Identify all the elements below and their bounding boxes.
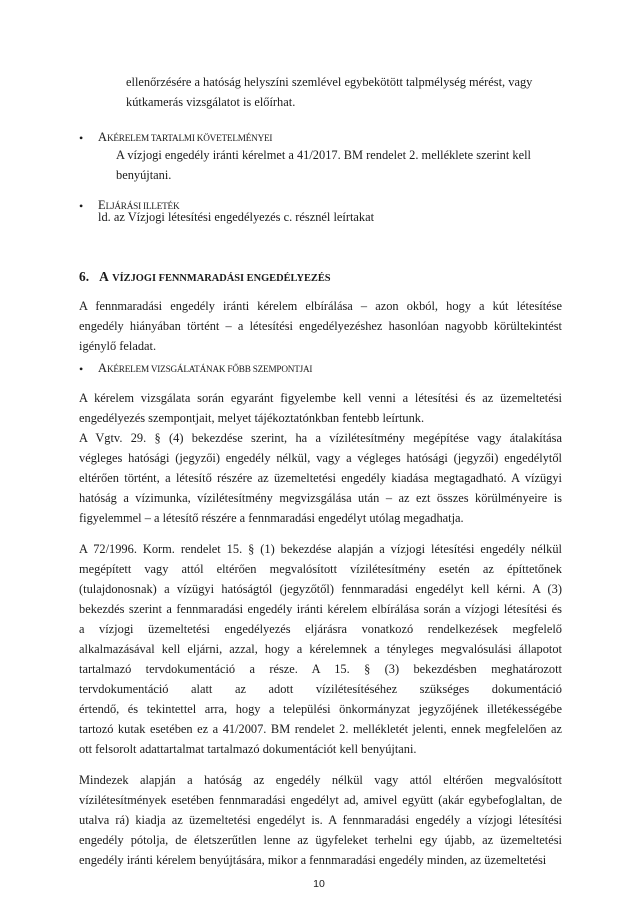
korm-line-2: megépített vagy attól eltérően megvalósított vízilétesítmény esetén az építtetőnek bbox=[79, 562, 562, 576]
vizsgalat-line-7: figyelemmel – a létesítő részére a fennmaradási engedélyt utólag megadhatja. bbox=[79, 511, 464, 525]
eljarasi-illetek-line-1: ld. az Vízjogi létesítési engedélyezés c. résznél leírtakat bbox=[98, 210, 375, 224]
chapter-heading-rest: VÍZJOGI FENNMARADÁSI ENGEDÉLYEZÉS bbox=[112, 273, 331, 284]
section-heading-initial: A bbox=[98, 361, 107, 375]
mindezek-line-3: utalva rá) kiadja az üzemeltetési engedélyt is. A fennmaradási engedély a vízjogi létesítési bbox=[79, 813, 562, 827]
intro-line-2: engedély hiányában történt – a létesítési engedélyezéshez hasonlóan nagyobb körültekintést bbox=[79, 319, 562, 333]
vizsgalat-line-6: hatóság a vízimunka, vízilétesítmény megvizsgálása után – az ezt összes körülményeire is bbox=[79, 491, 562, 505]
section-heading-kerelem-tartalmi bbox=[98, 130, 272, 145]
top-block-line-2: kútkamerás vizsgálatot is előírhat. bbox=[126, 95, 296, 109]
mindezek-line-2: vízilétesítmények esetében fennmaradási engedélyt ad, amivel együtt (akár egybefoglaltan, de bbox=[79, 793, 562, 807]
mindezek-line-5: engedély iránti kérelem benyújtására, mikor a fennmaradási engedély minden, az üzemeltetési bbox=[79, 853, 547, 867]
mindezek-line-1: Mindezek alapján a hatóság az engedély nélkül vagy attól eltérően megvalósított bbox=[79, 773, 562, 787]
vizsgalat-line-4: végleges hatósági (jegyzői) engedély nélkül, vagy a végleges hatósági (jegyzői) engedélytől bbox=[79, 451, 562, 465]
page-number: 10 bbox=[313, 878, 325, 890]
section-heading-rest: KÉRELEM VIZSGÁLATÁNAK FŐBB SZEMPONTJAI bbox=[106, 364, 313, 374]
vizsgalat-line-1: A kérelem vizsgálata során egyaránt figyelembe kell venni a létesítési és az üzemeltetési bbox=[79, 391, 562, 405]
korm-line-11: ott felsorolt adattartalmat tartalmazó dokumentációt kell benyújtani. bbox=[79, 742, 417, 756]
mindezek-line-4: engedély pótolja, de életszerűtlen lenne az ügyfeleket terhelni egy újabb, az üzemeltetési bbox=[79, 833, 562, 847]
vizsgalat-line-5: eltérően történt, a létesítő részére az üzemeltetési engedély kiadása megtagadható. A vízügyi bbox=[79, 471, 562, 485]
vizsgalat-line-2: engedélyezés szempontjait, melyet tájékoztatónkban fentebb leírtunk. bbox=[79, 411, 425, 425]
korm-line-1: A 72/1996. Korm. rendelet 15. § (1) bekezdése alapján a vízjogi létesítési engedély nélkül bbox=[79, 542, 562, 556]
intro-line-3: igénylő feladat. bbox=[79, 339, 157, 353]
bullet-icon: • bbox=[79, 199, 84, 213]
bullet-icon: • bbox=[79, 362, 84, 376]
korm-line-9: értendő, és tekintettel arra, hogy a települési önkormányzat jegyzőjének illetékességébe bbox=[79, 702, 562, 716]
chapter-number: 6. bbox=[79, 269, 90, 284]
intro-line-1: A fennmaradási engedély iránti kérelem elbírálása – azon okból, hogy a kút létesítése bbox=[79, 299, 562, 313]
section-heading-initial: A bbox=[98, 130, 107, 144]
korm-line-8: tervdokumentáció alatt az adott vízilétesítéséhez szükséges dokumentáció bbox=[79, 682, 562, 696]
korm-line-10: tartozó kutak esetében ez a 41/2007. BM rendelet 2. mellékletét jelenti, ennek megfelelően az bbox=[79, 722, 562, 736]
section-heading-vizsgalat bbox=[98, 361, 312, 376]
bullet-icon: • bbox=[79, 131, 84, 145]
korm-line-4: bekezdés szerint a fennmaradási engedély iránti kérelem elbírálása során a vízjogi létesítési és bbox=[79, 602, 562, 616]
korm-line-6: alkalmazásával kell eljárni, azzal, hogy a kérelemnek a tényleges megvalósulási állapotot bbox=[79, 642, 562, 656]
vizsgalat-line-3: A Vgtv. 29. § (4) bekezdése szerint, ha a vízilétesítmény megépítése vagy átalakítása bbox=[79, 431, 562, 445]
korm-line-3: (tulajdonosnak) a vízügyi hatóságtól (jegyzőtől) fennmaradási engedélyt kell kérni. A (3) bbox=[79, 582, 562, 596]
korm-line-7: tartalmazó tervdokumentáció a része. A 15. § (3) bekezdésben meghatározott bbox=[79, 662, 562, 676]
kerelem-tartalmi-line-2: benyújtani. bbox=[116, 168, 172, 182]
top-block-line-1: ellenőrzésére a hatóság helyszíni szemlével egybekötött talpmélység mérést, vagy bbox=[126, 75, 533, 89]
section-heading-initial: E bbox=[98, 198, 106, 212]
korm-line-5: a vízjogi üzemeltetési engedélyezés eljárásra vonatkozó rendelkezések megfelelő bbox=[79, 622, 562, 636]
section-heading-rest: LJÁRÁSI ILLETÉK bbox=[105, 201, 180, 211]
kerelem-tartalmi-line-1: A vízjogi engedély iránti kérelmet a 41/2017. BM rendelet 2. melléklete szerint kell bbox=[116, 148, 531, 162]
chapter-heading-initial: A bbox=[99, 269, 109, 284]
section-heading-rest: KÉRELEM TARTALMI KÖVETELMÉNYEI bbox=[106, 133, 273, 143]
chapter-heading bbox=[79, 268, 331, 288]
